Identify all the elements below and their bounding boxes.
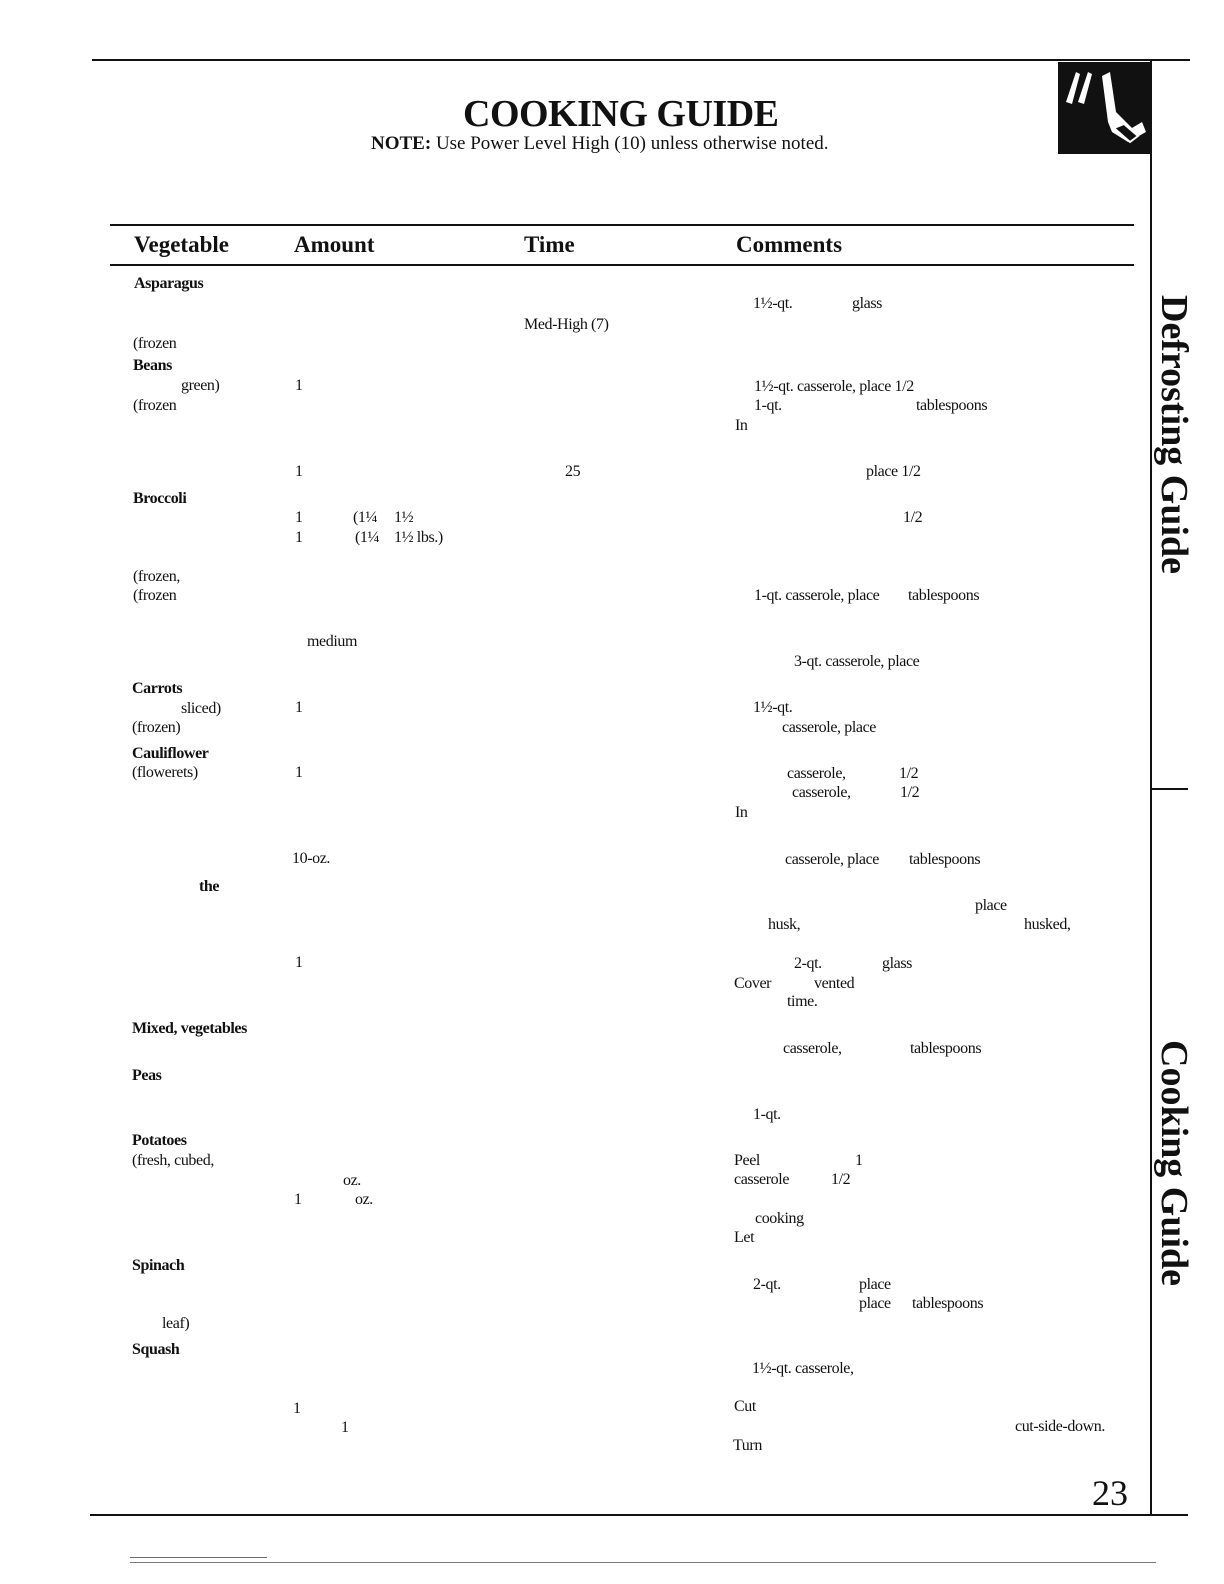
comment-text: casserole, place xyxy=(785,851,879,868)
comment-text: 2-qt. xyxy=(794,955,822,972)
top-rule xyxy=(92,59,1190,61)
vegetable-note: (fresh, cubed, xyxy=(132,1152,214,1169)
column-header-comments: Comments xyxy=(736,232,843,257)
comment-text: casserole, xyxy=(787,765,846,782)
vegetable-cauliflower: Cauliflower xyxy=(132,745,209,762)
comment-text: 1-qt. casserole, place xyxy=(754,587,880,604)
column-header-time: Time xyxy=(524,232,575,257)
vegetable-mixed: Mixed, vegetables xyxy=(132,1020,247,1037)
vegetable-broccoli: Broccoli xyxy=(133,490,187,507)
vegetable-spinach: Spinach xyxy=(132,1257,185,1274)
comment-text: 1/2 xyxy=(900,784,920,801)
comment-text: place 1/2 xyxy=(866,463,921,480)
vegetable-carrots: Carrots xyxy=(132,680,183,697)
vegetable-squash: Squash xyxy=(132,1341,180,1358)
logo xyxy=(1058,62,1150,154)
comment-text: vented xyxy=(814,975,855,992)
amount-cell: 1 xyxy=(295,463,303,480)
footer-blue-rule xyxy=(130,1557,267,1558)
vegetable-note: (frozen xyxy=(133,587,177,604)
comment-text: 1½-qt. casserole, place 1/2 xyxy=(754,378,914,395)
comment-text: 1½-qt. xyxy=(753,295,793,312)
amount-cell: 1 xyxy=(293,1400,301,1417)
comment-text: glass xyxy=(852,295,883,312)
amount-cell: medium xyxy=(307,633,358,650)
amount-cell: 1 xyxy=(294,1191,302,1208)
vegetable-note: sliced) xyxy=(181,700,221,717)
amount-cell: 1½ xyxy=(394,509,414,526)
comment-text: 1½-qt. casserole, xyxy=(752,1360,854,1377)
comment-text: glass xyxy=(882,955,913,972)
amount-cell: 10-oz. xyxy=(292,850,331,867)
time-cell: 25 xyxy=(565,463,581,480)
comment-text: place xyxy=(975,897,1007,914)
comment-text: 3-qt. casserole, place xyxy=(794,653,920,670)
comment-text: Cover xyxy=(734,975,772,992)
vegetable-note: green) xyxy=(181,377,220,394)
bottom-rule xyxy=(90,1514,1188,1516)
amount-cell: 1 xyxy=(295,764,303,781)
hand-pointer-icon xyxy=(1058,62,1150,154)
side-tab-defrosting-guide[interactable]: Defrosting Guide xyxy=(1153,295,1195,575)
comment-text: 1/2 xyxy=(831,1171,851,1188)
vegetable-note: (frozen, xyxy=(133,568,180,585)
comment-text: time. xyxy=(787,993,818,1010)
footer-faint-rule xyxy=(130,1562,1156,1563)
table-header-rule xyxy=(110,264,1134,266)
comment-text: In xyxy=(735,417,748,434)
amount-cell: oz. xyxy=(355,1191,373,1208)
column-header-amount: Amount xyxy=(294,232,375,257)
amount-cell: (1¼ xyxy=(355,529,380,546)
vegetable-potatoes: Potatoes xyxy=(132,1132,187,1149)
comment-text: In xyxy=(735,804,748,821)
comment-text: tablespoons xyxy=(908,587,980,604)
comment-text: 1-qt. xyxy=(754,397,782,414)
amount-cell: oz. xyxy=(343,1172,361,1189)
page-title: COOKING GUIDE xyxy=(463,93,779,135)
amount-cell: 1½ lbs.) xyxy=(394,529,443,546)
comment-text: place xyxy=(859,1295,891,1312)
comment-text: casserole xyxy=(734,1171,790,1188)
amount-cell: 1 xyxy=(341,1419,349,1436)
comment-text: 1 xyxy=(855,1152,863,1169)
vegetable-asparagus: Asparagus xyxy=(134,275,204,292)
vegetable-beans: Beans xyxy=(133,357,172,374)
comment-text: tablespoons xyxy=(916,397,988,414)
amount-cell: (1¼ xyxy=(353,509,378,526)
time-cell: Med-High (7) xyxy=(524,316,609,333)
amount-cell: 1 xyxy=(295,529,303,546)
vegetable-peas: Peas xyxy=(132,1067,162,1084)
comment-text: husk, xyxy=(768,916,801,933)
table-top-rule xyxy=(110,224,1134,226)
amount-cell: 1 xyxy=(295,699,303,716)
comment-text: 1-qt. xyxy=(753,1106,781,1123)
comment-text: Let xyxy=(734,1229,755,1246)
vegetable-note: (frozen xyxy=(133,335,177,352)
comment-text: Turn xyxy=(733,1437,762,1454)
comment-text: tablespoons xyxy=(910,1040,982,1057)
comment-text: tablespoons xyxy=(912,1295,984,1312)
page-number: 23 xyxy=(1092,1473,1128,1513)
vegetable-note: (frozen) xyxy=(132,719,181,736)
comment-text: 2-qt. xyxy=(753,1276,781,1293)
comment-text: casserole, xyxy=(792,784,851,801)
vegetable-note: the xyxy=(199,878,220,895)
amount-cell: 1 xyxy=(295,509,303,526)
vegetable-note: (flowerets) xyxy=(132,764,198,781)
side-tab-cooking-guide[interactable]: Cooking Guide xyxy=(1153,1040,1195,1287)
note-text: Use Power Level High (10) unless otherwise noted. xyxy=(435,133,829,154)
comment-text: cut-side-down. xyxy=(1015,1418,1105,1435)
comment-text: place xyxy=(859,1276,891,1293)
note-label: NOTE: xyxy=(371,133,432,154)
column-header-vegetable: Vegetable xyxy=(134,232,229,257)
comment-text: casserole, place xyxy=(782,719,876,736)
comment-text: Peel xyxy=(734,1152,760,1169)
comment-text: Cut xyxy=(734,1398,756,1415)
comment-text: 1½-qt. xyxy=(753,699,793,716)
vegetable-note: (frozen xyxy=(133,397,177,414)
comment-text: 1/2 xyxy=(903,509,923,526)
note xyxy=(371,133,829,155)
comment-text: casserole, xyxy=(783,1040,842,1057)
vegetable-note: leaf) xyxy=(162,1315,190,1332)
tab-separator-rule xyxy=(1150,788,1188,790)
comment-text: cooking xyxy=(755,1210,804,1227)
amount-cell: 1 xyxy=(295,377,303,394)
comment-text: tablespoons xyxy=(909,851,981,868)
comment-text: 1/2 xyxy=(899,765,919,782)
amount-cell: 1 xyxy=(295,954,303,971)
comment-text: husked, xyxy=(1024,916,1071,933)
